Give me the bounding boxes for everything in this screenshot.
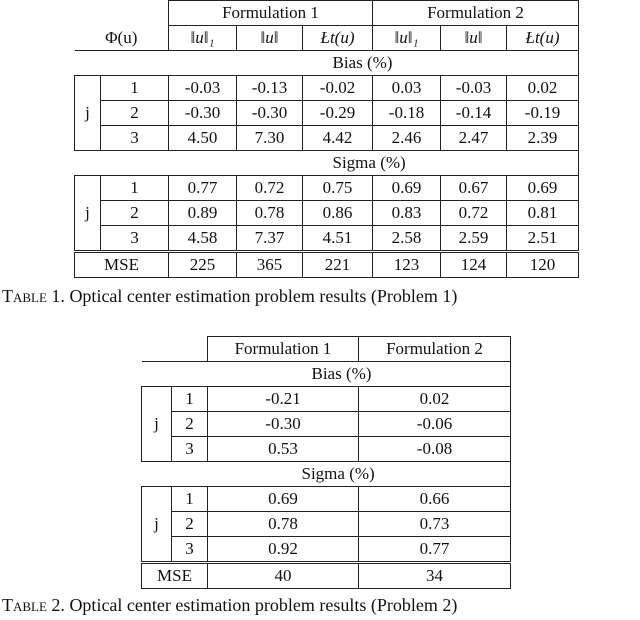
table-1-caption: Table 1. Optical center estimation problem results (Problem 1): [2, 286, 458, 306]
row-index: 2: [172, 512, 208, 537]
mse-label: MSE: [142, 563, 208, 589]
data-row: [142, 387, 511, 412]
mse-value: 225: [169, 252, 237, 278]
group-header: Formulation 2: [373, 1, 579, 26]
cell-value: 0.69: [373, 176, 441, 201]
cell-value: -0.30: [208, 412, 359, 437]
mse-row: [75, 252, 579, 278]
cell-value: 0.78: [208, 512, 359, 537]
results-table-problem-1: [74, 0, 579, 278]
column-header: ‖u‖: [441, 26, 507, 51]
cell-value: 7.37: [237, 226, 303, 252]
mse-value: 40: [208, 563, 359, 589]
row-index: 2: [101, 101, 169, 126]
phi-label: Φ(u): [75, 26, 169, 51]
data-row: [75, 176, 579, 201]
row-group-label: j: [142, 387, 172, 462]
group-header-row: [75, 1, 579, 26]
data-row: [142, 437, 511, 462]
cell-value: -0.03: [441, 76, 507, 101]
cell-value: 0.67: [441, 176, 507, 201]
row-index: 1: [172, 387, 208, 412]
cell-value: -0.21: [208, 387, 359, 412]
row-index: 3: [101, 126, 169, 151]
cell-value: 0.92: [208, 537, 359, 563]
cell-value: -0.02: [303, 76, 373, 101]
cell-value: 7.30: [237, 126, 303, 151]
cell-value: 2.47: [441, 126, 507, 151]
cell-value: 0.77: [169, 176, 237, 201]
row-index: 3: [172, 437, 208, 462]
data-row: [75, 226, 579, 252]
cell-value: -0.14: [441, 101, 507, 126]
row-index: 2: [101, 201, 169, 226]
cell-value: 0.75: [303, 176, 373, 201]
row-group-label: j: [75, 76, 101, 151]
row-index: 1: [172, 487, 208, 512]
row-index: 1: [101, 76, 169, 101]
cell-value: -0.06: [359, 412, 511, 437]
cell-value: 0.66: [359, 487, 511, 512]
cell-value: 4.50: [169, 126, 237, 151]
cell-value: 0.83: [373, 201, 441, 226]
cell-value: 0.86: [303, 201, 373, 226]
cell-value: 0.72: [441, 201, 507, 226]
cell-value: 4.51: [303, 226, 373, 252]
data-row: [142, 412, 511, 437]
cell-value: 0.73: [359, 512, 511, 537]
row-group-label: j: [75, 176, 101, 252]
column-header: Formulation 1: [208, 337, 359, 362]
cell-value: 0.02: [359, 387, 511, 412]
cell-value: -0.18: [373, 101, 441, 126]
mse-value: 221: [303, 252, 373, 278]
row-index: 2: [172, 412, 208, 437]
data-row: [142, 537, 511, 563]
cell-value: 0.72: [237, 176, 303, 201]
cell-value: 0.81: [507, 201, 579, 226]
cell-value: 0.77: [359, 537, 511, 563]
cell-value: -0.03: [169, 76, 237, 101]
cell-value: 0.89: [169, 201, 237, 226]
column-header: ‖u‖₁: [169, 26, 237, 51]
data-row: [142, 487, 511, 512]
column-header: ‖u‖: [237, 26, 303, 51]
mse-value: 120: [507, 252, 579, 278]
cell-value: -0.29: [303, 101, 373, 126]
cell-value: 2.39: [507, 126, 579, 151]
mse-label: MSE: [75, 252, 169, 278]
row-index: 3: [172, 537, 208, 563]
data-row: [75, 126, 579, 151]
mse-value: 365: [237, 252, 303, 278]
sigma-section-label: Sigma (%): [75, 151, 579, 176]
cell-value: 0.02: [507, 76, 579, 101]
column-header: Łt(u): [303, 26, 373, 51]
row-index: 1: [101, 176, 169, 201]
mse-value: 34: [359, 563, 511, 589]
row-group-label: j: [142, 487, 172, 563]
cell-value: -0.30: [237, 101, 303, 126]
column-header: Łt(u): [507, 26, 579, 51]
cell-value: 4.42: [303, 126, 373, 151]
cell-value: 0.69: [507, 176, 579, 201]
row-index: 3: [101, 226, 169, 252]
cell-value: 2.59: [441, 226, 507, 252]
bias-section-label: Bias (%): [75, 51, 579, 76]
sigma-section-label: Sigma (%): [142, 462, 511, 487]
column-header-row: [75, 26, 579, 51]
column-header: ‖u‖₁: [373, 26, 441, 51]
cell-value: -0.08: [359, 437, 511, 462]
cell-value: 2.58: [373, 226, 441, 252]
cell-value: 0.53: [208, 437, 359, 462]
cell-value: 4.58: [169, 226, 237, 252]
table-2-caption: Table 2. Optical center estimation problem results (Problem 2): [2, 595, 458, 615]
data-row: [75, 76, 579, 101]
mse-value: 123: [373, 252, 441, 278]
mse-value: 124: [441, 252, 507, 278]
mse-row: [142, 563, 511, 589]
cell-value: -0.19: [507, 101, 579, 126]
cell-value: 0.78: [237, 201, 303, 226]
cell-value: -0.30: [169, 101, 237, 126]
column-header: Formulation 2: [359, 337, 511, 362]
cell-value: 0.69: [208, 487, 359, 512]
column-header-row: [142, 337, 511, 362]
results-table-problem-2: [141, 336, 511, 589]
cell-value: 2.46: [373, 126, 441, 151]
group-header: Formulation 1: [169, 1, 373, 26]
cell-value: -0.13: [237, 76, 303, 101]
cell-value: 0.03: [373, 76, 441, 101]
data-row: [75, 101, 579, 126]
data-row: [75, 201, 579, 226]
cell-value: 2.51: [507, 226, 579, 252]
data-row: [142, 512, 511, 537]
bias-section-label: Bias (%): [142, 362, 511, 387]
